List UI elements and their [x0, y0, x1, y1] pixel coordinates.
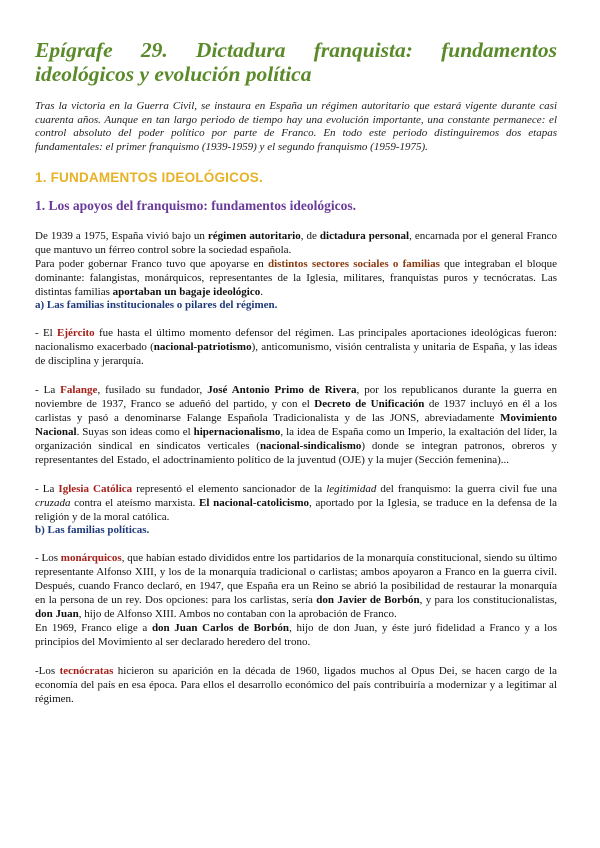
document-page [35, 38, 557, 706]
section-heading: 1. FUNDAMENTOS IDEOLÓGICOS. [35, 170, 263, 185]
intro-paragraph: Tras la victoria en la Guerra Civil, se instaura en España un régimen autoritario que estará vigente durante casi cuarenta años. Aunque en tan largo periodo de tiempo hay una evolución importante, una constante permanece: el control absoluto del poder político por parte de Franco. En todo este periodo distinguiremos dos etapas fundamentales: el primer franquismo (1939-1959) y el segundo franquismo (1959-1975). [35, 100, 557, 153]
title-word: Dictadura [195, 38, 286, 62]
heading-institutional-families: a) Las familias institucionales o pilares del régimen. [35, 299, 278, 311]
paragraph-tecnocratas: -Los tecnócratas hicieron su aparición en la década de 1960, ligados muchos al Opus Dei, se hacen cargo de la economía del país en esa época. Para ellos el desarrollo económico del país contribuiría a modernizar y a legitimar al régimen. [35, 665, 557, 705]
paragraph-falange: - La Falange, fusilado su fundador, José Antonio Primo de Rivera, por los republicanos durante la guerra en noviembre de 1937, Franco se adueñó del partido, y con el Decreto de Unificación de 1937 incluyó en él a los carlistas y pasó a denominarse Falange Española Tradicionalista y de las JONS, abreviadamente Movimiento Nacional. Suyas son ideas como el hipernacionalismo, la idea de España como un Imperio, la exaltación del líder, la organización sindical en sindicatos verticales (nacional-sindicalismo) donde se integran patronos, obreros y representantes del Estado, el adoctrinamiento político de la juventud (OJE) y la mujer (Sección femenina)... [35, 384, 558, 466]
paragraph-ejercito: - El Ejército fue hasta el último momento defensor del régimen. Las principales aportaciones ideológicas fueron: nacionalismo exacerbado (nacional-patriotismo), anticomunismo, visión centralista y unitaria de España, y las ideas de disciplina y jerarquía. [35, 327, 557, 367]
title-word: Epígrafe [35, 38, 113, 62]
subsection-heading: 1. Los apoyos del franquismo: fundamentos ideológicos. [35, 198, 357, 213]
paragraph-juan-carlos: En 1969, Franco elige a don Juan Carlos de Borbón, hijo de don Juan, y éste juró fidelidad a Franco y a los principios del Movimiento al ser declarado heredero del trono. [35, 622, 557, 648]
title-line-1 [35, 38, 557, 62]
title-word: franquista: [313, 38, 413, 62]
paragraph-monarquicos: - Los monárquicos, que habían estado divididos entre los partidarios de la monarquía constitucional, siendo su último representante Alfonso XIII, y los de la monarquía tradicional o carlistas; ambos apoyaron a Franco en la guerra civil. Después, cuando Franco declaró, en 1947, que España era un Reino se abrió la posibilidad de restaurar la monarquía en la persona de un rey. Dos opciones: para los carlistas, sería don Javier de Borbón, y para los constitucionalistas, don Juan, hijo de Alfonso XIII. Ambos no contaban con la aprobación de Franco. [35, 552, 558, 620]
title-line-2: ideológicos y evolución política [35, 62, 312, 86]
paragraph-iglesia: - La Iglesia Católica representó el elemento sancionador de la legitimidad del franquismo: la guerra civil fue una cruzada contra el ateísmo marxista. El nacional-catolicismo, aportado por la Iglesia, se traduce en la defensa de la religión y de la moral católica. [35, 483, 558, 523]
paragraph-franco-regime: De 1939 a 1975, España vivió bajo un régimen autoritario, de dictadura personal, encarnada por el general Franco que mantuvo un férreo control sobre la sociedad española. [35, 230, 558, 256]
title-word: fundamentos [441, 38, 557, 62]
paragraph-families: Para poder gobernar Franco tuvo que apoyarse en distintos sectores sociales o familias que integraban el bloque dominante: falangistas, monárquicos, representantes de la Iglesia, militares, franquistas puros y tecnócratas. Las distintas familias aportaban un bagaje ideológico. [35, 258, 557, 298]
title-word: 29. [140, 38, 168, 62]
heading-political-families: b) Las familias políticas. [35, 524, 150, 536]
document-title [35, 38, 557, 86]
